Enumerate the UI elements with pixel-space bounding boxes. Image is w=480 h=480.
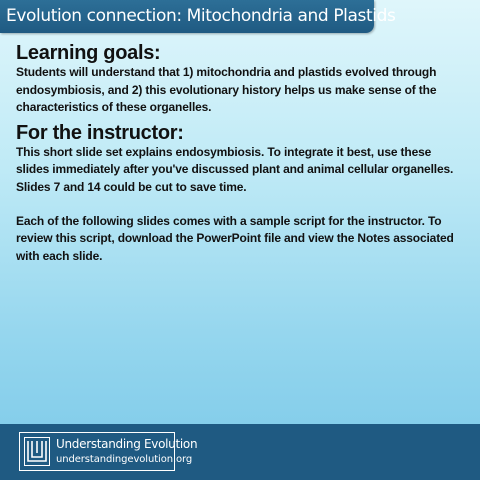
instructor-heading: For the instructor: [16,121,184,144]
instructor-text-2: Each of the following slides comes with a sample script for the instructor. To review this script, download the PowerPoint file and view the Notes associated with each slide. [16,213,454,263]
slide-title-bar [0,0,396,33]
instructor-text-1: This short slide set explains endosymbiosis. To integrate it best, use these slides immediately after you've discussed plant and animal cellular organelles. Slides 7 and 14 could be cut to save time. [16,144,454,194]
slide-title: Evolution connection: Mitochondria and Plastids [6,6,396,26]
spacer [16,197,466,213]
learning-goals-heading: Learning goals: [16,42,161,64]
footer-bar [0,424,480,480]
learning-goals-text: Students will understand that 1) mitochondria and plastids evolved through endosymbiosis, and 2) this evolutionary history helps us make sense of the characteristics of these organelles. [16,65,437,115]
slide-content [16,42,466,265]
logo-name: Understanding Evolution [56,437,198,451]
understanding-evolution-logo[interactable] [19,432,198,471]
tree-of-life-icon [24,437,50,466]
logo-url: understandingevolution.org [56,454,193,465]
